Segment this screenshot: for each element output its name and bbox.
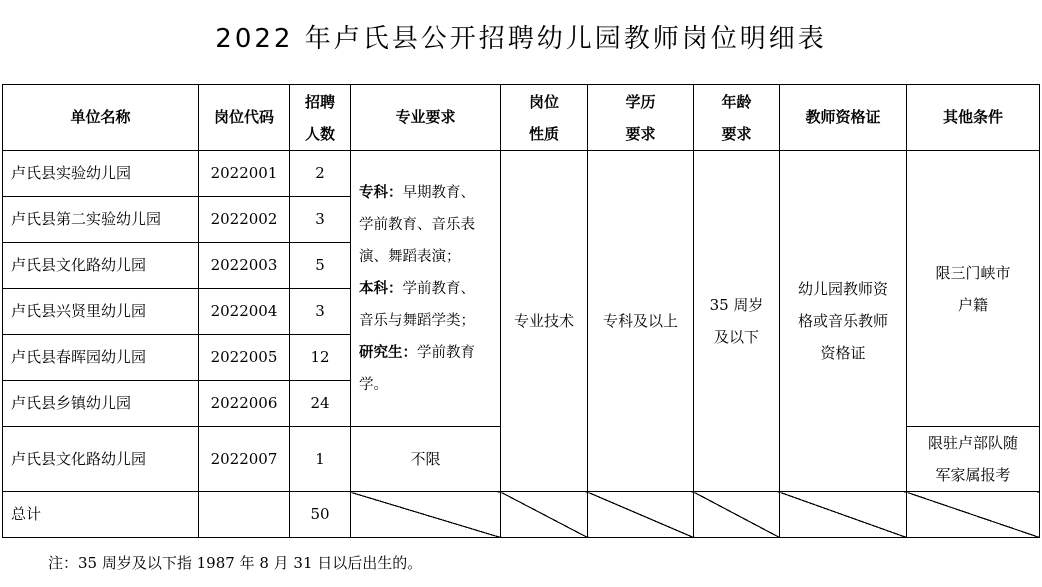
total-code-empty [199,492,290,538]
unit-cell: 卢氏县春晖园幼儿园 [3,335,199,381]
footnote: 注：35 周岁及以下指 1987 年 8 月 31 日以后出生的。 [48,554,423,572]
diagonal-cell [351,492,501,538]
total-count: 50 [290,492,351,538]
education-cell: 专科及以上 [588,151,694,492]
table-row [3,151,1040,197]
count-cell: 12 [290,335,351,381]
code-cell: 2022002 [199,197,290,243]
age-cell: 35 周岁 及以下 [694,151,780,492]
header-count: 招聘 人数 [290,85,351,151]
count-cell: 3 [290,197,351,243]
header-nature: 岗位 性质 [501,85,588,151]
positions-table [2,84,1040,538]
diagonal-cell [694,492,780,538]
other-condition-cell-2: 限驻卢部队随 军家属报考 [907,427,1040,492]
header-major: 专业要求 [351,85,501,151]
count-cell: 2 [290,151,351,197]
code-cell: 2022001 [199,151,290,197]
header-row [3,85,1040,151]
count-cell: 3 [290,289,351,335]
code-cell: 2022003 [199,243,290,289]
count-cell: 24 [290,381,351,427]
unit-cell: 卢氏县实验幼儿园 [3,151,199,197]
major-requirement-cell: 专科：早期教育、 学前教育、音乐表 演、舞蹈表演； 本科：学前教育、 音乐与舞蹈学类； 研究生：学前教育 学。 [351,151,501,427]
diagonal-cell [780,492,907,538]
header-cert: 教师资格证 [780,85,907,151]
total-row [3,492,1040,538]
code-cell: 2022007 [199,427,290,492]
code-cell: 2022006 [199,381,290,427]
header-education: 学历 要求 [588,85,694,151]
unit-cell: 卢氏县兴贤里幼儿园 [3,289,199,335]
code-cell: 2022005 [199,335,290,381]
header-code: 岗位代码 [199,85,290,151]
count-cell: 5 [290,243,351,289]
unit-cell: 卢氏县乡镇幼儿园 [3,381,199,427]
nature-cell: 专业技术 [501,151,588,492]
major-unlimited-cell: 不限 [351,427,501,492]
diagonal-cell [588,492,694,538]
diagonal-cell [501,492,588,538]
unit-cell: 卢氏县文化路幼儿园 [3,243,199,289]
header-age: 年龄 要求 [694,85,780,151]
total-label: 总计 [3,492,199,538]
code-cell: 2022004 [199,289,290,335]
other-condition-cell: 限三门峡市 户籍 [907,151,1040,427]
cert-cell: 幼儿园教师资 格或音乐教师 资格证 [780,151,907,492]
count-cell: 1 [290,427,351,492]
page-title: 2022 年卢氏县公开招聘幼儿园教师岗位明细表 [215,24,827,54]
header-other: 其他条件 [907,85,1040,151]
diagonal-cell [907,492,1040,538]
header-unit: 单位名称 [3,85,199,151]
unit-cell: 卢氏县文化路幼儿园 [3,427,199,492]
unit-cell: 卢氏县第二实验幼儿园 [3,197,199,243]
